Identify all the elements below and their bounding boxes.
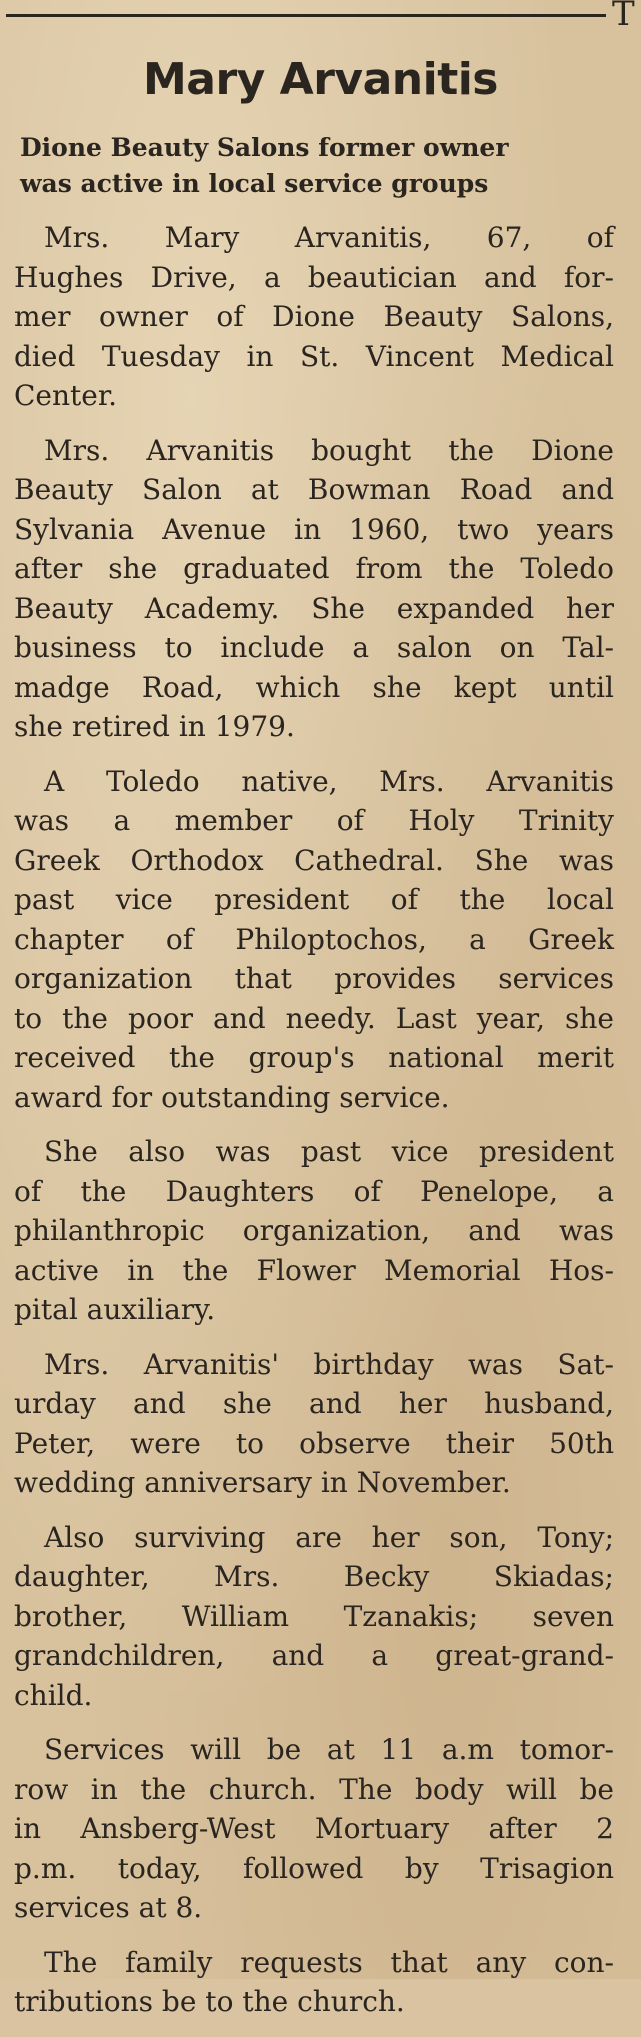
text-line: p.m. today, followed by Trisagion xyxy=(14,1851,614,1885)
text-line: She also was past vice president xyxy=(44,1135,614,1168)
text-line: award for outstanding service. xyxy=(14,1080,450,1114)
text-line: past vice president of the local xyxy=(14,883,614,916)
obituary-deck xyxy=(20,130,618,202)
text-line: after she graduated from the Toledo xyxy=(14,552,614,585)
obituary-headline: Mary Arvanitis xyxy=(142,54,498,105)
text-line: Services will be at 11 a.m tomor- xyxy=(44,1733,614,1766)
text-line: Mrs. Arvanitis bought the Dione xyxy=(44,433,614,467)
text-line: Peter, were to observe their 50th xyxy=(14,1426,614,1460)
text-line: Mrs. Mary Arvanitis, 67, of xyxy=(44,221,614,254)
text-line: mer owner of Dione Beauty Salons, xyxy=(14,300,614,333)
top-rule xyxy=(6,14,606,17)
paragraph-5 xyxy=(14,1345,614,1503)
paragraph-3 xyxy=(14,762,614,1118)
text-line: to the poor and needy. Last year, she xyxy=(14,1001,614,1035)
text-line: brother, William Tzanakis; seven xyxy=(14,1599,614,1633)
text-line: Center. xyxy=(14,379,118,412)
text-line: organization that provides services xyxy=(14,962,614,995)
text-line: services at 8. xyxy=(14,1891,203,1924)
cropped-adjacent-letter: T xyxy=(612,0,635,34)
text-line: she retired in 1979. xyxy=(14,710,295,743)
paragraph-2 xyxy=(14,431,614,747)
paragraph-8 xyxy=(14,1943,614,2022)
text-line: grandchildren, and a great-grand- xyxy=(14,1639,614,1672)
paragraph-4 xyxy=(14,1132,614,1330)
text-line: Greek Orthodox Cathedral. She was xyxy=(14,843,614,877)
text-line: of the Daughters of Penelope, a xyxy=(14,1174,614,1208)
text-line: A Toledo native, Mrs. Arvanitis xyxy=(44,764,614,798)
obituary-body xyxy=(14,218,614,2037)
text-line: died Tuesday in St. Vincent Medical xyxy=(14,339,614,373)
text-line: received the group's national merit xyxy=(14,1041,614,1074)
deck-line: was active in local service groups xyxy=(20,169,489,198)
text-line: Mrs. Arvanitis' birthday was Sat- xyxy=(44,1347,614,1381)
text-line: Beauty Academy. She expanded her xyxy=(14,591,614,625)
text-line: business to include a salon on Tal- xyxy=(14,631,614,664)
text-line: Also surviving are her son, Tony; xyxy=(44,1520,614,1554)
text-line: in Ansberg-West Mortuary after 2 xyxy=(14,1812,614,1845)
text-line: tributions be to the church. xyxy=(14,1985,405,2018)
text-line: The family requests that any con- xyxy=(44,1945,614,1979)
paragraph-6 xyxy=(14,1518,614,1716)
text-line: row in the church. The body will be xyxy=(14,1772,614,1806)
text-line: chapter of Philoptochos, a Greek xyxy=(14,922,614,956)
text-line: Hughes Drive, a beautician and for- xyxy=(14,260,614,294)
text-line: child. xyxy=(14,1678,93,1712)
text-line: philanthropic organization, and was xyxy=(14,1214,614,1247)
text-line: Beauty Salon at Bowman Road and xyxy=(14,473,614,506)
text-line: urday and she and her husband, xyxy=(14,1387,614,1420)
text-line: madge Road, which she kept until xyxy=(14,670,614,704)
text-line: Sylvania Avenue in 1960, two years xyxy=(14,512,614,546)
paragraph-7 xyxy=(14,1730,614,1928)
text-line: active in the Flower Memorial Hos- xyxy=(14,1253,614,1287)
paragraph-1 xyxy=(14,218,614,416)
text-line: wedding anniversary in November. xyxy=(14,1466,511,1499)
deck-line: Dione Beauty Salons former owner xyxy=(20,133,509,162)
text-line: daughter, Mrs. Becky Skiadas; xyxy=(14,1560,614,1593)
text-line: was a member of Holy Trinity xyxy=(14,804,614,837)
text-line: pital auxiliary. xyxy=(14,1293,216,1326)
